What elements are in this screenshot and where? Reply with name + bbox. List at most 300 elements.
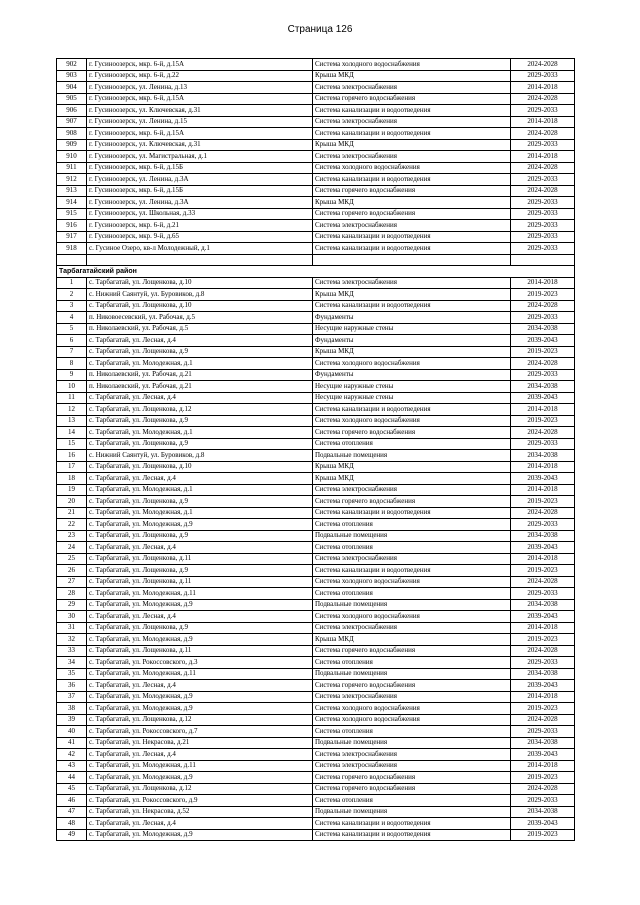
table-row <box>57 588 575 600</box>
period-cell: 2024-2028 <box>511 162 575 174</box>
address-cell: с. Тарбагатай, ул. Рокоссовского, д.7 <box>87 726 313 738</box>
row-number: 33 <box>57 645 87 657</box>
row-number: 35 <box>57 668 87 680</box>
table-row <box>57 415 575 427</box>
work-type-cell: Система горячего водоснабжения <box>313 772 511 784</box>
work-type-cell: Система канализации и водоотведения <box>313 231 511 243</box>
address-cell: с. Тарбагатай, ул. Молодежная, д.9 <box>87 829 313 841</box>
period-cell: 2029-2033 <box>511 369 575 381</box>
address-cell: г. Гусиноозерск, ул. Школьная, д.33 <box>87 208 313 220</box>
work-type-cell: Система горячего водоснабжения <box>313 496 511 508</box>
table-row <box>57 507 575 519</box>
row-number: 913 <box>57 185 87 197</box>
row-number: 16 <box>57 450 87 462</box>
work-type-cell: Система электроснабжения <box>313 691 511 703</box>
work-type-cell: Система электроснабжения <box>313 82 511 94</box>
empty-cell <box>87 254 313 266</box>
work-type-cell: Система горячего водоснабжения <box>313 93 511 105</box>
address-cell: с. Тарбагатай, ул. Лесная, д.4 <box>87 818 313 830</box>
row-number: 28 <box>57 588 87 600</box>
table-row <box>57 289 575 301</box>
table-row <box>57 737 575 749</box>
work-type-cell: Фундаменты <box>313 369 511 381</box>
work-type-cell: Подвальные помещения <box>313 599 511 611</box>
table-row <box>57 323 575 335</box>
address-cell: с. Тарбагатай, ул. Лесная, д.4 <box>87 542 313 554</box>
period-cell: 2039-2043 <box>511 611 575 623</box>
period-cell: 2024-2028 <box>511 358 575 370</box>
address-cell: г. Гусиноозерск, мкр. 6-й, д.15А <box>87 59 313 71</box>
work-type-cell: Несущие наружные стены <box>313 323 511 335</box>
address-cell: с. Тарбагатай, ул. Молодежная, д.1 <box>87 427 313 439</box>
row-number: 32 <box>57 634 87 646</box>
work-type-cell: Крыша МКД <box>313 473 511 485</box>
address-cell: п. Николаевский, ул. Рабочая, д.21 <box>87 369 313 381</box>
address-cell: с. Тарбагатай, ул. Лесная, д.4 <box>87 611 313 623</box>
empty-cell <box>57 254 87 266</box>
address-cell: г. Гусиноозерск, ул. Ленина, д.15 <box>87 116 313 128</box>
row-number: 911 <box>57 162 87 174</box>
row-number: 906 <box>57 105 87 117</box>
address-cell: с. Тарбагатай, ул. Лощенкова, д.11 <box>87 645 313 657</box>
table-row <box>57 231 575 243</box>
row-number: 29 <box>57 599 87 611</box>
work-type-cell: Крыша МКД <box>313 346 511 358</box>
work-type-cell: Крыша МКД <box>313 289 511 301</box>
work-type-cell: Система холодного водоснабжения <box>313 611 511 623</box>
row-number: 34 <box>57 657 87 669</box>
table-row <box>57 714 575 726</box>
row-number: 49 <box>57 829 87 841</box>
work-type-cell: Система отопления <box>313 588 511 600</box>
table-row <box>57 381 575 393</box>
address-cell: г. Гусиноозерск, ул. Ленина, д.3А <box>87 197 313 209</box>
table-row <box>57 105 575 117</box>
period-cell: 2019-2023 <box>511 772 575 784</box>
period-cell: 2029-2033 <box>511 588 575 600</box>
row-number: 30 <box>57 611 87 623</box>
work-type-cell: Система холодного водоснабжения <box>313 59 511 71</box>
address-cell: с. Тарбагатай, ул. Молодежная, д.1 <box>87 484 313 496</box>
work-type-cell: Система отопления <box>313 542 511 554</box>
period-cell: 2039-2043 <box>511 749 575 761</box>
address-cell: с. Тарбагатай, ул. Лощенкова, д.10 <box>87 277 313 289</box>
table-row <box>57 243 575 255</box>
row-number: 9 <box>57 369 87 381</box>
work-type-cell: Система отопления <box>313 438 511 450</box>
work-type-cell: Система горячего водоснабжения <box>313 783 511 795</box>
work-type-cell: Система горячего водоснабжения <box>313 185 511 197</box>
period-cell: 2024-2028 <box>511 714 575 726</box>
page-title: Страница 126 <box>287 24 353 35</box>
row-number: 916 <box>57 220 87 232</box>
address-cell: г. Гусиноозерск, мкр. 6-й, д.15А <box>87 128 313 140</box>
work-type-cell: Система канализации и водоотведения <box>313 174 511 186</box>
work-type-cell: Система электроснабжения <box>313 760 511 772</box>
address-cell: с. Тарбагатай, ул. Рокоссовского, д.3 <box>87 657 313 669</box>
table-row <box>57 197 575 209</box>
table-row <box>57 772 575 784</box>
period-cell: 2029-2033 <box>511 174 575 186</box>
work-type-cell: Система электроснабжения <box>313 277 511 289</box>
table-row <box>57 657 575 669</box>
row-number: 6 <box>57 335 87 347</box>
address-cell: с. Тарбагатай, ул. Молодежная, д.9 <box>87 634 313 646</box>
section-header-row <box>57 266 575 278</box>
row-number: 23 <box>57 530 87 542</box>
row-number: 8 <box>57 358 87 370</box>
period-cell: 2024-2028 <box>511 128 575 140</box>
address-cell: с. Тарбагатай, ул. Лощенкова, д.9 <box>87 530 313 542</box>
work-type-cell: Система горячего водоснабжения <box>313 645 511 657</box>
period-cell: 2024-2028 <box>511 300 575 312</box>
period-cell: 2014-2018 <box>511 82 575 94</box>
address-cell: г. Гусиноозерск, мкр. 6-й, д.22 <box>87 70 313 82</box>
row-number: 37 <box>57 691 87 703</box>
work-type-cell: Крыша МКД <box>313 139 511 151</box>
address-cell: с. Тарбагатай, ул. Молодежная, д.1 <box>87 358 313 370</box>
row-number: 27 <box>57 576 87 588</box>
work-type-cell: Подвальные помещения <box>313 530 511 542</box>
address-cell: с. Тарбагатай, ул. Лощенкова, д.9 <box>87 565 313 577</box>
row-number: 5 <box>57 323 87 335</box>
row-number: 17 <box>57 461 87 473</box>
period-cell: 2034-2038 <box>511 450 575 462</box>
period-cell: 2029-2033 <box>511 105 575 117</box>
work-type-cell: Система холодного водоснабжения <box>313 714 511 726</box>
period-cell: 2029-2033 <box>511 726 575 738</box>
address-cell: с. Нижний Саянтуй, ул. Буровиков, д.8 <box>87 450 313 462</box>
work-type-cell: Подвальные помещения <box>313 737 511 749</box>
row-number: 41 <box>57 737 87 749</box>
work-type-cell: Система холодного водоснабжения <box>313 358 511 370</box>
work-type-cell: Система электроснабжения <box>313 116 511 128</box>
table-row <box>57 611 575 623</box>
row-number: 39 <box>57 714 87 726</box>
period-cell: 2014-2018 <box>511 691 575 703</box>
address-cell: с. Тарбагатай, ул. Лощенкова, д.11 <box>87 576 313 588</box>
address-cell: с. Гусиное Озеро, кв-л Молодежный, д.1 <box>87 243 313 255</box>
address-cell: с. Тарбагатай, ул. Молодежная, д.9 <box>87 691 313 703</box>
address-cell: с. Тарбагатай, ул. Лощенкова, д.12 <box>87 404 313 416</box>
table-row <box>57 576 575 588</box>
period-cell: 2034-2038 <box>511 599 575 611</box>
table-row <box>57 680 575 692</box>
period-cell: 2029-2033 <box>511 208 575 220</box>
row-number: 10 <box>57 381 87 393</box>
table-row <box>57 818 575 830</box>
period-cell: 2024-2028 <box>511 783 575 795</box>
table-row <box>57 220 575 232</box>
row-number: 13 <box>57 415 87 427</box>
address-cell: с. Тарбагатай, ул. Лесная, д.4 <box>87 392 313 404</box>
table-row <box>57 726 575 738</box>
table-row <box>57 599 575 611</box>
work-type-cell: Система отопления <box>313 519 511 531</box>
table-row <box>57 438 575 450</box>
work-type-cell: Фундаменты <box>313 312 511 324</box>
row-number: 26 <box>57 565 87 577</box>
row-number: 910 <box>57 151 87 163</box>
address-cell: с. Тарбагатай, ул. Лесная, д.4 <box>87 473 313 485</box>
table-row <box>57 128 575 140</box>
address-cell: с. Тарбагатай, ул. Лощенкова, д.9 <box>87 415 313 427</box>
spacer-row <box>57 254 575 266</box>
row-number: 18 <box>57 473 87 485</box>
work-type-cell: Система канализации и водоотведения <box>313 565 511 577</box>
work-type-cell: Система отопления <box>313 726 511 738</box>
address-cell: с. Тарбагатай, ул. Лесная, д.4 <box>87 749 313 761</box>
row-number: 1 <box>57 277 87 289</box>
address-cell: г. Гусиноозерск, ул. Магистральная, д.1 <box>87 151 313 163</box>
work-type-cell: Подвальные помещения <box>313 450 511 462</box>
address-cell: с. Тарбагатай, ул. Молодежная, д.9 <box>87 599 313 611</box>
address-cell: с. Тарбагатай, ул. Молодежная, д.1 <box>87 507 313 519</box>
row-number: 2 <box>57 289 87 301</box>
table-row <box>57 829 575 841</box>
row-number: 48 <box>57 818 87 830</box>
work-type-cell: Система отопления <box>313 657 511 669</box>
period-cell: 2029-2033 <box>511 231 575 243</box>
row-number: 38 <box>57 703 87 715</box>
row-number: 22 <box>57 519 87 531</box>
row-number: 905 <box>57 93 87 105</box>
address-cell: с. Тарбагатай, ул. Лощенкова, д.10 <box>87 461 313 473</box>
table-row <box>57 565 575 577</box>
table-row <box>57 760 575 772</box>
row-number: 917 <box>57 231 87 243</box>
period-cell: 2024-2028 <box>511 93 575 105</box>
work-type-cell: Система канализации и водоотведения <box>313 818 511 830</box>
address-cell: г. Гусиноозерск, ул. Ленина, д.13 <box>87 82 313 94</box>
period-cell: 2029-2033 <box>511 519 575 531</box>
period-cell: 2019-2023 <box>511 634 575 646</box>
period-cell: 2019-2023 <box>511 703 575 715</box>
work-type-cell: Крыша МКД <box>313 461 511 473</box>
work-type-cell: Подвальные помещения <box>313 806 511 818</box>
table-row <box>57 185 575 197</box>
work-type-cell: Система канализации и водоотведения <box>313 404 511 416</box>
period-cell: 2014-2018 <box>511 404 575 416</box>
period-cell: 2019-2023 <box>511 496 575 508</box>
table-row <box>57 369 575 381</box>
work-type-cell: Подвальные помещения <box>313 668 511 680</box>
row-number: 914 <box>57 197 87 209</box>
period-cell: 2014-2018 <box>511 277 575 289</box>
row-number: 903 <box>57 70 87 82</box>
period-cell: 2024-2028 <box>511 645 575 657</box>
period-cell: 2019-2023 <box>511 289 575 301</box>
address-cell: с. Тарбагатай, ул. Лесная, д.4 <box>87 335 313 347</box>
row-number: 4 <box>57 312 87 324</box>
address-cell: с. Тарбагатай, ул. Некрасова, д.52 <box>87 806 313 818</box>
work-type-cell: Система канализации и водоотведения <box>313 300 511 312</box>
address-cell: п. Николаевский, ул. Рабочая, д.21 <box>87 381 313 393</box>
period-cell: 2029-2033 <box>511 438 575 450</box>
table-row <box>57 496 575 508</box>
row-number: 42 <box>57 749 87 761</box>
row-number: 11 <box>57 392 87 404</box>
work-type-cell: Фундаменты <box>313 335 511 347</box>
address-cell: п. Никовоесевский, ул. Рабочая, д.5 <box>87 312 313 324</box>
table-row <box>57 484 575 496</box>
period-cell: 2029-2033 <box>511 312 575 324</box>
address-cell: с. Тарбагатай, ул. Молодежная, д.9 <box>87 519 313 531</box>
address-cell: с. Тарбагатай, ул. Лощенкова, д.12 <box>87 714 313 726</box>
row-number: 3 <box>57 300 87 312</box>
row-number: 915 <box>57 208 87 220</box>
work-type-cell: Несущие наружные стены <box>313 392 511 404</box>
table-row <box>57 749 575 761</box>
work-type-cell: Система канализации и водоотведения <box>313 507 511 519</box>
period-cell: 2024-2028 <box>511 576 575 588</box>
work-type-cell: Система горячего водоснабжения <box>313 208 511 220</box>
table-row <box>57 70 575 82</box>
row-number: 12 <box>57 404 87 416</box>
period-cell: 2029-2033 <box>511 795 575 807</box>
table-row <box>57 151 575 163</box>
period-cell: 2024-2028 <box>511 427 575 439</box>
address-cell: г. Гусиноозерск, ул. Ключевская, д.31 <box>87 105 313 117</box>
work-type-cell: Система электроснабжения <box>313 553 511 565</box>
address-cell: с. Тарбагатай, ул. Молодежная, д.9 <box>87 772 313 784</box>
period-cell: 2039-2043 <box>511 818 575 830</box>
row-number: 7 <box>57 346 87 358</box>
table-row <box>57 162 575 174</box>
table-row <box>57 668 575 680</box>
table-body <box>57 59 575 841</box>
period-cell: 2024-2028 <box>511 185 575 197</box>
row-number: 25 <box>57 553 87 565</box>
empty-cell <box>313 254 511 266</box>
work-type-cell: Система электроснабжения <box>313 151 511 163</box>
period-cell: 2019-2023 <box>511 415 575 427</box>
period-cell: 2039-2043 <box>511 680 575 692</box>
address-cell: г. Гусиноозерск, мкр. 9-й, д.65 <box>87 231 313 243</box>
work-type-cell: Система холодного водоснабжения <box>313 415 511 427</box>
table-row <box>57 277 575 289</box>
row-number: 20 <box>57 496 87 508</box>
row-number: 909 <box>57 139 87 151</box>
address-cell: с. Тарбагатай, ул. Молодежная, д.11 <box>87 668 313 680</box>
row-number: 912 <box>57 174 87 186</box>
row-number: 47 <box>57 806 87 818</box>
row-number: 19 <box>57 484 87 496</box>
work-type-cell: Система канализации и водоотведения <box>313 243 511 255</box>
empty-cell <box>511 254 575 266</box>
period-cell: 2014-2018 <box>511 622 575 634</box>
table-row <box>57 473 575 485</box>
table-row <box>57 335 575 347</box>
period-cell: 2034-2038 <box>511 668 575 680</box>
address-cell: г. Гусиноозерск, ул. Ключевская, д.31 <box>87 139 313 151</box>
period-cell: 2019-2023 <box>511 346 575 358</box>
period-cell: 2014-2018 <box>511 151 575 163</box>
work-type-cell: Система горячего водоснабжения <box>313 427 511 439</box>
table-row <box>57 634 575 646</box>
table-row <box>57 553 575 565</box>
row-number: 15 <box>57 438 87 450</box>
row-number: 40 <box>57 726 87 738</box>
table-row <box>57 312 575 324</box>
period-cell: 2029-2033 <box>511 220 575 232</box>
period-cell: 2014-2018 <box>511 116 575 128</box>
period-cell: 2019-2023 <box>511 829 575 841</box>
address-cell: с. Тарбагатай, ул. Молодежная, д.11 <box>87 588 313 600</box>
address-cell: г. Гусиноозерск, мкр. 6-й, д.21 <box>87 220 313 232</box>
table-row <box>57 461 575 473</box>
work-type-cell: Система канализации и водоотведения <box>313 105 511 117</box>
table-row <box>57 404 575 416</box>
work-type-cell: Система холодного водоснабжения <box>313 703 511 715</box>
work-type-cell: Система горячего водоснабжения <box>313 680 511 692</box>
period-cell: 2014-2018 <box>511 760 575 772</box>
table-row <box>57 795 575 807</box>
table-row <box>57 542 575 554</box>
address-cell: с. Тарбагатай, ул. Рокоссовского, д.9 <box>87 795 313 807</box>
repair-schedule-table <box>56 58 575 841</box>
address-cell: г. Гусиноозерск, мкр. 6-й, д.15А <box>87 93 313 105</box>
period-cell: 2039-2043 <box>511 473 575 485</box>
period-cell: 2039-2043 <box>511 392 575 404</box>
period-cell: 2014-2018 <box>511 484 575 496</box>
address-cell: с. Тарбагатай, ул. Лощенкова, д.11 <box>87 553 313 565</box>
period-cell: 2039-2043 <box>511 542 575 554</box>
work-type-cell: Система отопления <box>313 795 511 807</box>
table-row <box>57 59 575 71</box>
work-type-cell: Система канализации и водоотведения <box>313 829 511 841</box>
table-row <box>57 208 575 220</box>
address-cell: г. Гусиноозерск, ул. Ленина, д.3А <box>87 174 313 186</box>
table-row <box>57 300 575 312</box>
address-cell: с. Тарбагатай, ул. Лесная, д.4 <box>87 680 313 692</box>
table-row <box>57 174 575 186</box>
table-row <box>57 450 575 462</box>
row-number: 908 <box>57 128 87 140</box>
row-number: 31 <box>57 622 87 634</box>
address-cell: с. Тарбагатай, ул. Лощенкова, д.9 <box>87 622 313 634</box>
address-cell: с. Тарбагатай, ул. Лощенкова, д.9 <box>87 496 313 508</box>
table-row <box>57 645 575 657</box>
row-number: 24 <box>57 542 87 554</box>
row-number: 45 <box>57 783 87 795</box>
period-cell: 2019-2023 <box>511 565 575 577</box>
period-cell: 2034-2038 <box>511 323 575 335</box>
period-cell: 2024-2028 <box>511 59 575 71</box>
table-row <box>57 392 575 404</box>
table-row <box>57 783 575 795</box>
address-cell: с. Тарбагатай, ул. Лощенкова, д.9 <box>87 346 313 358</box>
work-type-cell: Крыша МКД <box>313 634 511 646</box>
row-number: 918 <box>57 243 87 255</box>
address-cell: с. Тарбагатай, ул. Лощенкова, д.12 <box>87 783 313 795</box>
row-number: 904 <box>57 82 87 94</box>
table-row <box>57 358 575 370</box>
work-type-cell: Система электроснабжения <box>313 484 511 496</box>
section-title: Тарбагатайский район <box>57 266 575 278</box>
period-cell: 2024-2028 <box>511 507 575 519</box>
table-row <box>57 346 575 358</box>
row-number: 36 <box>57 680 87 692</box>
work-type-cell: Крыша МКД <box>313 70 511 82</box>
table-row <box>57 519 575 531</box>
period-cell: 2034-2038 <box>511 530 575 542</box>
period-cell: 2029-2033 <box>511 70 575 82</box>
period-cell: 2034-2038 <box>511 806 575 818</box>
address-cell: с. Тарбагатай, ул. Молодежная, д.11 <box>87 760 313 772</box>
table-row <box>57 806 575 818</box>
work-type-cell: Система электроснабжения <box>313 220 511 232</box>
